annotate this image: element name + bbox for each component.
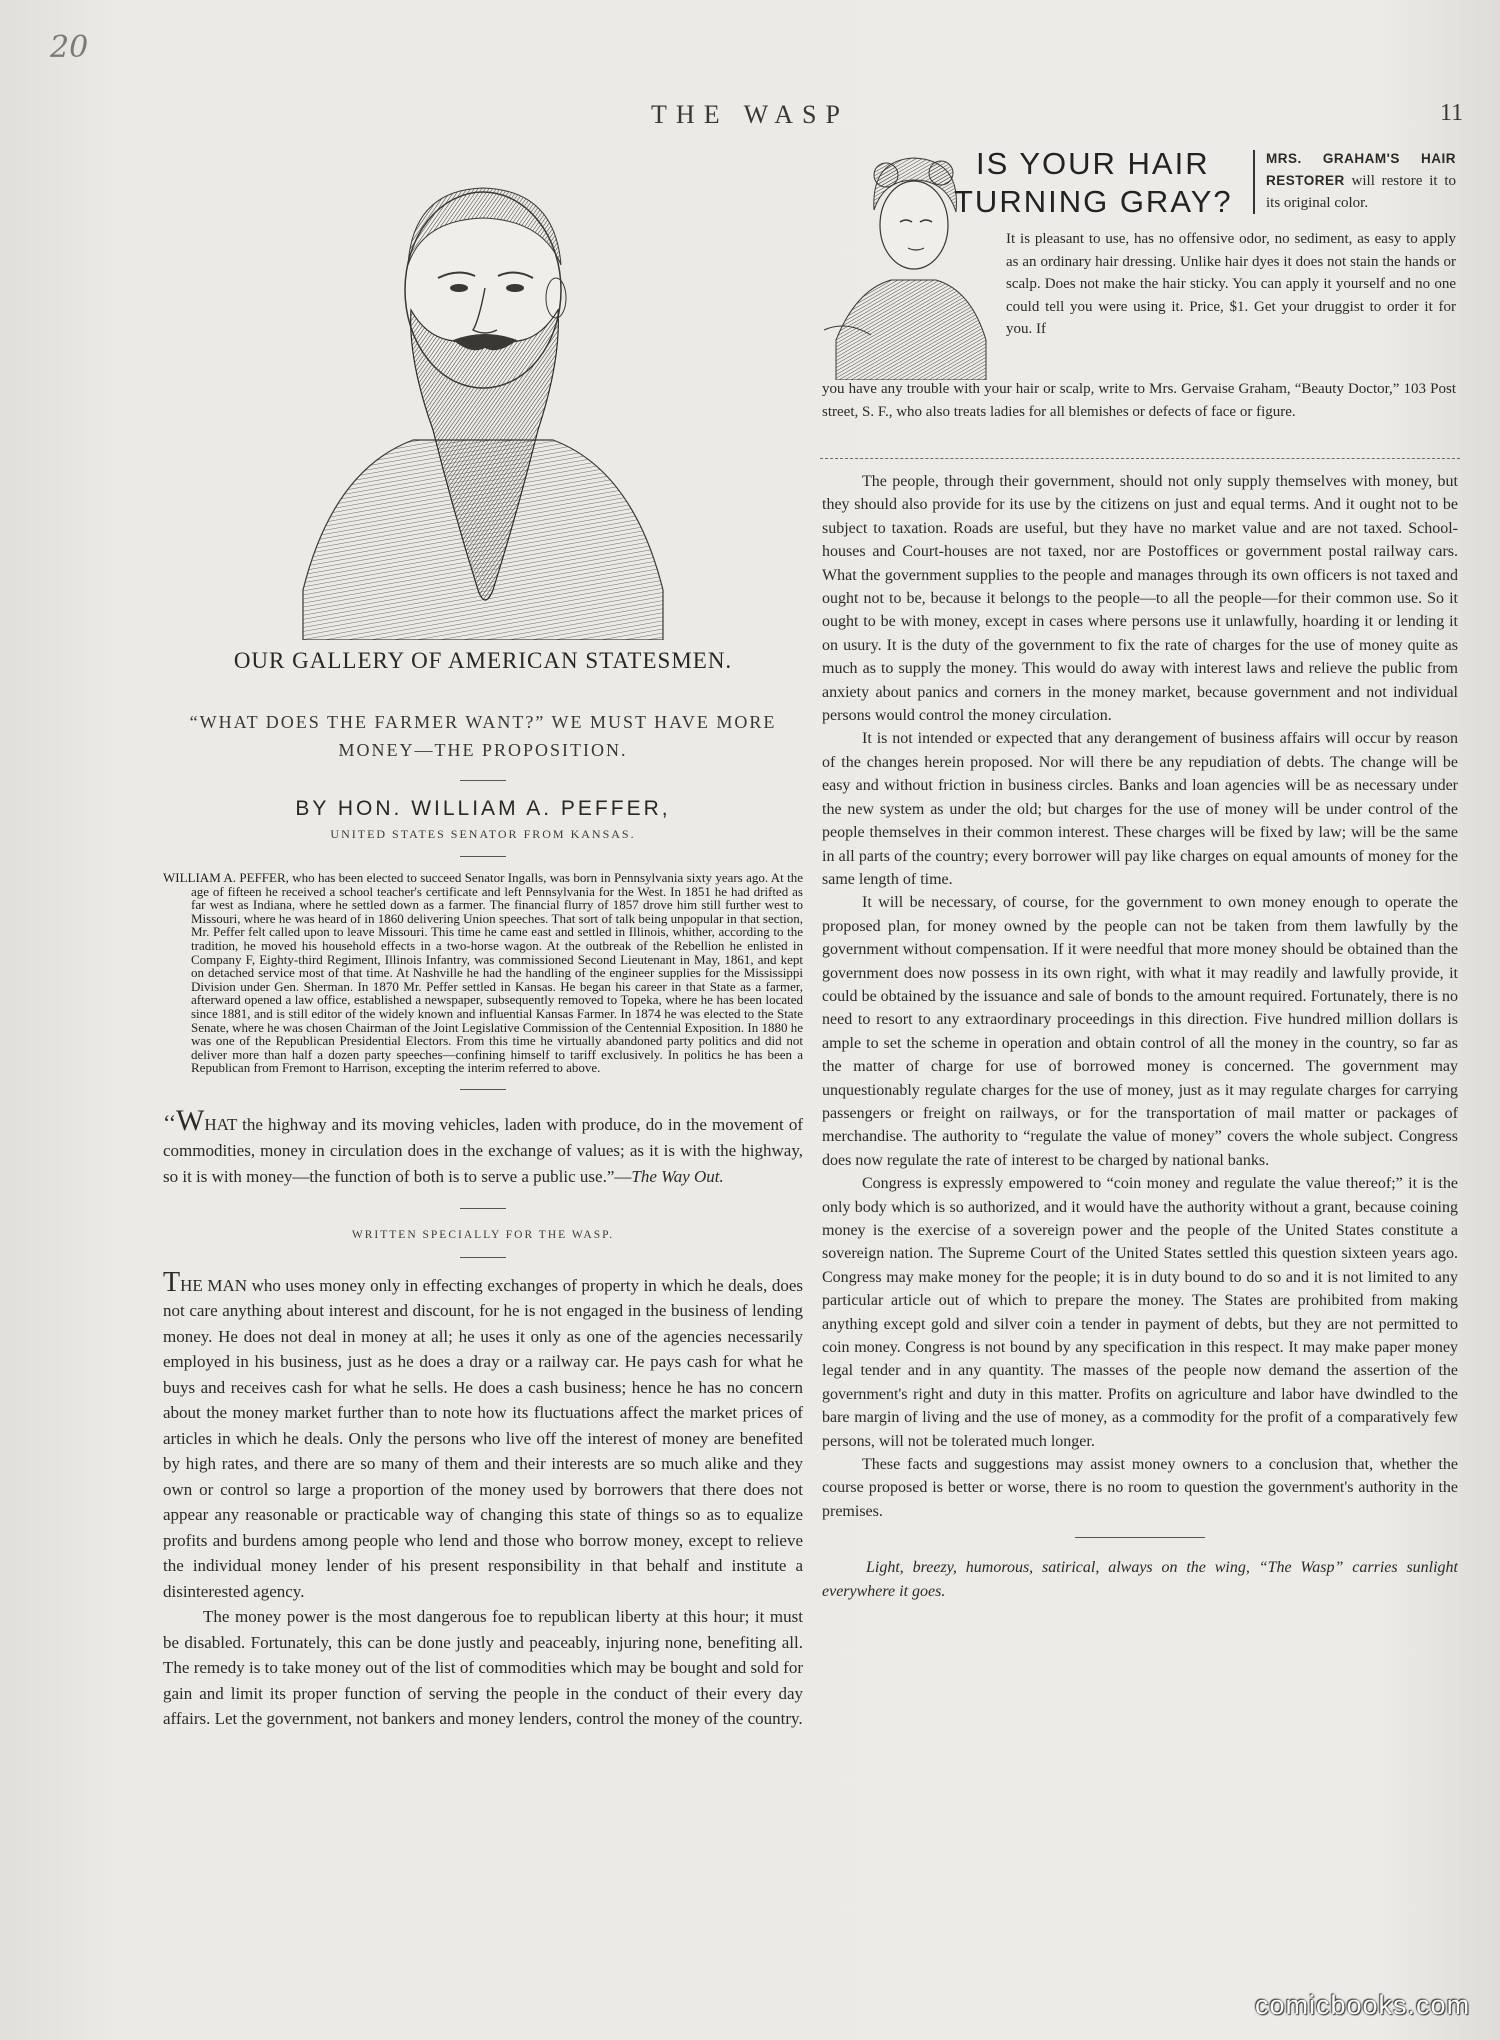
divider bbox=[460, 780, 506, 781]
article-paragraph bbox=[163, 1266, 803, 1605]
quote-source: The Way Out. bbox=[631, 1166, 724, 1186]
article-paragraph: It will be necessary, of course, for the government to own money enough to operate the proposed plan, for money owned by the people can not be taken from them lawfully by the government without compensation. If it were needful that more money should be obtained than the government does now possess in its own right, with what it may readily and lawfully provide, it could be obtained by the issuance and sale of bonds to the amount required. Fortunately, there is no need to resort to any extraordinary proceedings in this direction. Five hundred million dollars is ample to set the scheme in operation and obtain control of all the money in the country, so far as the matter of charge for use of borrowed money is concerned. The government may unquestionably regulate charges for the use of money, just as it may regulate charges for carrying passengers or freight on railways, or for the transportation of mail matter or packages of merchandise. The authority to “regulate the value of money” covers the whole subject. Congress does now regulate the rate of interest to be charged by national banks. bbox=[822, 894, 1458, 1169]
closing-tagline: Light, breezy, humorous, satirical, always on the wing, “The Wasp” carries sunlight everywhere it goes. bbox=[822, 1559, 1458, 1601]
paragraph-text: who uses money only in effecting exchanges of property in which he deals, does not care anything about interest and discount, for he is not engaged in the business of lending money. He does not deal in money at all; he uses it only as one of the agencies necessarily employed in his business, just as he does a dray or a railway car. He pays cash for what he buys and receives cash for what he sells. He does a cash business; hence he has no concern about the money market further than to note how its fluctuations affect the market prices of articles in which he deals. Only the persons who live off the interest of money are benefited by high rates, and there are so many of them and their interests are so much alike and they own or control so large a proportion of the money used by borrowers that there does not appear any reasonable or practicable way of changing this state of things so as to equalize profits and burdens among people who lend and those who borrow money, except to relieve the individual money lender of his present responsibility in that behalf and institute a disinterested agency. bbox=[163, 1275, 803, 1601]
divider bbox=[460, 1208, 506, 1209]
lead-in: HE MAN bbox=[180, 1275, 248, 1295]
author-office: UNITED STATES SENATOR FROM KANSAS. bbox=[330, 827, 636, 841]
ad-headline-line2: TURNING GRAY? bbox=[954, 184, 1233, 219]
ad-sidebar bbox=[1266, 148, 1456, 214]
page-number: 11 bbox=[1440, 100, 1464, 126]
special-note: WRITTEN SPECIALLY FOR THE WASP. bbox=[351, 1228, 615, 1241]
handwritten-page-mark: 20 bbox=[50, 30, 89, 65]
ad-body-upper: It is pleasant to use, has no offensive odor, no sediment, as easy to apply as an ordinary hair dressing. Unlike hair dyes it does not stain the hands or scalp. Does not make the hair sticky. You can apply it yourself and no one could tell you were using it. Price, $1. Get your druggist to order it for you. If bbox=[1006, 231, 1456, 337]
watermark: comicbooks.com bbox=[1255, 1990, 1471, 2020]
author-bio: WILLIAM A. PEFFER, who has been elected to succeed Senator Ingalls, was born in Pennsylvania sixty years ago. At the age of fifteen he received a school teacher's certificate and left Pennsylvania for the West. In 1851 he had drifted as far west as Indiana, where he settled down as a farmer. The financial flurry of 1857 drove him still further west to Missouri, where he was heard of in 1860 delivering Union speeches. That sort of talk being unpopular in that section, Mr. Peffer felt called upon to leave Missouri. This time he came east and settled in Illinois, whither, according to the tradition, he moved his household effects in a two-horse wagon. At the outbreak of the Rebellion he enlisted in Company F, Eighty-third Regiment, Illinois Infantry, was commissioned Second Lieutenant in May, 1861, and kept on detached service most of that time. At Nashville he had the handling of the engineer supplies for the Mississippi Division under Gen. Sherman. In 1870 Mr. Peffer settled in Kansas. He began his career in that State as a farmer, afterward opened a law office, established a newspaper, subsequently removed to Topeka, where he has been located since 1881, and is still editor of the widely known and influential Kansas Farmer. In 1874 he was elected to the State Senate, where he was chosen Chairman of the Joint Legislative Commission of the Centennial Exposition. In 1880 he was one of the Republican Presidential Electors. From this time he virtually abandoned party politics and did not deliver more than half a dozen party speeches—confining himself to tariff exclusively. In politics he has been a Republican from Fremont to Harrison, excepting the interim referred to above. bbox=[163, 870, 803, 1076]
hair-restorer-advertisement bbox=[816, 140, 1456, 460]
ad-body-lower: you have any trouble with your hair or scalp, write to Mrs. Gervaise Graham, “Beauty Doctor,” 103 Post street, S. F., who also treats ladies for all blemishes or defects of face or figure. bbox=[822, 381, 1456, 420]
article-paragraph: Congress is expressly empowered to “coin money and regulate the value thereof;” it is the only body which is so authorized, and it would have the authority without a grant, because coining money is the exercise of a sovereign power and the people of the United States constitute a sovereign nation. The Supreme Court of the United States settled this question sixteen years ago. Congress may make money for the people; it is in duty bound to do so and it is not limited to any particular article out of which to prepare the money. The States are prohibited from making anything except gold and silver coin a tender in payment of debts, but they are not permitted to coin money. Congress is not bound by any specification in this respect. It may make paper money legal tender and in any quantity. The masses of the people now demand the assertion of the government's right and duty in this matter. Profits on agriculture and labor have dwindled to the bare margin of living and the use of money, as a commodity for the profit of a comparatively few persons, will not be tolerated much longer. bbox=[822, 1175, 1458, 1450]
divider bbox=[460, 1089, 506, 1090]
divider bbox=[1075, 1537, 1205, 1538]
product-name: MRS. GRAHAM'S HAIR RESTORER bbox=[1266, 151, 1456, 188]
article-paragraph: It is not intended or expected that any derangement of business affairs will occur by reason of the changes herein proposed. Nor will there be any repudiation of debts. The change will be easy and without friction in business circles. Banks and loan agencies will be as necessary under the new system as under the old; but charges for the use of money will be under control of the people themselves in their common interest. These charges will be fixed by law; will be the same in all parts of the country; every borrower will pay like charges on equal amounts of money for the same length of time. bbox=[822, 730, 1458, 888]
quote-open-mark: ‘‘ bbox=[163, 1109, 177, 1135]
article-paragraph: The money power is the most dangerous foe to republican liberty at this hour; it must be disabled. Fortunately, this can be done justly and peaceably, injuring none, benefiting all. The remedy is to take money out of the list of commodities which may be bought and sold for gain and limit its proper function of serving the people in the conduct of their every day affairs. Let the government, not bankers and money lenders, control the money of the country. bbox=[163, 1607, 803, 1729]
pull-quote bbox=[163, 1103, 803, 1190]
ad-vertical-rule bbox=[1253, 150, 1255, 214]
portrait-engraving-bearded-man bbox=[293, 170, 673, 640]
article-headline: “WHAT DOES THE FARMER WANT?” WE MUST HAVE MORE MONEY—THE PROPOSITION. bbox=[189, 712, 777, 760]
sidebar-text: will restore it to its original color. bbox=[1266, 173, 1457, 211]
gallery-title: OUR GALLERY OF AMERICAN STATESMEN. bbox=[233, 648, 733, 673]
byline: BY HON. WILLIAM A. PEFFER, bbox=[295, 797, 671, 820]
ad-bottom-divider bbox=[820, 458, 1460, 459]
masthead: THE WASP bbox=[651, 100, 849, 129]
divider bbox=[460, 1257, 506, 1258]
article-paragraph: The people, through their government, should not only supply themselves with money, but they should also provide for its use by the citizens on just and equal terms. And it ought not to be subject to taxation. Roads are useful, but they have no market value and are not taxed. School-houses and Court-houses are not taxed, nor are Postoffices or government postal railway cars. What the government supplies to the people and manages through its own officers is not taxed and ought not to be, because it belongs to the people—to all the people—for their common use. So it ought to be with money, except in cases where persons use it unlawfully, hoarding it or lending it on usury. It is the duty of the government to fix the rate of charges for the use of money quite as much as to supply the money. This would do away with interest laws and relieve the public from anxiety about panics and corners in the money market, because government and not individual persons would control the money circulation. bbox=[822, 473, 1458, 725]
left-column bbox=[163, 170, 803, 1732]
quote-first-letter: W bbox=[176, 1103, 205, 1137]
right-column bbox=[822, 470, 1458, 1604]
article-paragraph: These facts and suggestions may assist money owners to a conclusion that, whether the course proposed is better or worse, there is no room to question the government's authority in the premises. bbox=[822, 1456, 1458, 1520]
divider bbox=[460, 856, 506, 857]
ad-headline-line1: IS YOUR HAIR bbox=[976, 146, 1210, 181]
quote-text: HAT the highway and its moving vehicles, laden with produce, do in the movement of commodities, money in circulation does in the exchange of values; as it is with the highway, so it is with money—the function of both is to serve a public use.”— bbox=[163, 1114, 803, 1186]
drop-cap: T bbox=[163, 1266, 181, 1298]
